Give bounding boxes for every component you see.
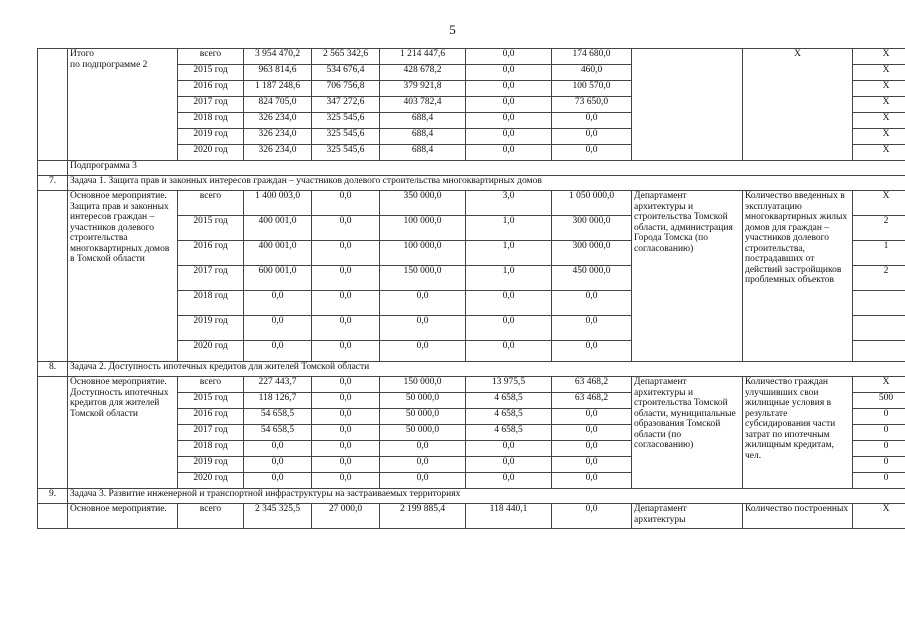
- value-cell: 13 975,5: [466, 377, 552, 393]
- year-cell: всего: [178, 191, 244, 216]
- value-cell: 0,0: [380, 341, 466, 362]
- page-number: 5: [449, 22, 456, 37]
- value-cell: 0,0: [312, 216, 380, 241]
- value-cell: 2 565 342,6: [312, 49, 380, 65]
- value-cell: 0,0: [552, 409, 632, 425]
- year-cell: 2015 год: [178, 393, 244, 409]
- value-cell: 0,0: [466, 129, 552, 145]
- year-cell: 2018 год: [178, 113, 244, 129]
- value-cell: 4 658,5: [466, 393, 552, 409]
- value-cell: 50 000,0: [380, 425, 466, 441]
- value-cell: 100 570,0: [552, 81, 632, 97]
- executor-cell: Департамент архитектуры и строительства Томской области, муниципальные образования Томской области (по согласованию): [632, 377, 743, 489]
- value-cell: 0,0: [466, 113, 552, 129]
- value-cell: 1 400 003,0: [244, 191, 312, 216]
- value-cell: 450 000,0: [552, 266, 632, 291]
- value-cell: 0,0: [312, 393, 380, 409]
- value-cell: 1 050 000,0: [552, 191, 632, 216]
- summary-label-line2: по подпрограмме 2: [70, 59, 148, 70]
- value-cell: 174 680,0: [552, 49, 632, 65]
- value-cell: 0,0: [312, 377, 380, 393]
- value-cell: 0,0: [312, 341, 380, 362]
- value-cell: 0,0: [552, 145, 632, 161]
- value-cell: 325 545,6: [312, 113, 380, 129]
- value-cell: 400 001,0: [244, 216, 312, 241]
- program-table: [37, 48, 905, 529]
- year-cell: 2020 год: [178, 473, 244, 489]
- target-value-cell: X: [853, 129, 905, 145]
- target-value-cell: X: [853, 113, 905, 129]
- value-cell: 0,0: [552, 291, 632, 316]
- value-cell: 600 001,0: [244, 266, 312, 291]
- value-cell: 0,0: [552, 425, 632, 441]
- target-value-cell: 2: [853, 216, 905, 241]
- year-cell: 2020 год: [178, 341, 244, 362]
- target-value-cell: X: [853, 191, 905, 216]
- value-cell: 534 676,4: [312, 65, 380, 81]
- value-cell: 3,0: [466, 191, 552, 216]
- value-cell: 0,0: [552, 504, 632, 529]
- activity-cell: Основное мероприятие. Доступность ипотечных кредитов для жителей Томской области: [68, 377, 178, 489]
- value-cell: 0,0: [552, 129, 632, 145]
- target-value-cell: X: [853, 65, 905, 81]
- task-title: Задача 1. Защита прав и законных интересов граждан – участников долевого строительства многоквартирных домов: [68, 176, 905, 191]
- value-cell: 4 658,5: [466, 409, 552, 425]
- target-value-cell: X: [853, 97, 905, 113]
- value-cell: 0,0: [466, 97, 552, 113]
- year-cell: 2016 год: [178, 241, 244, 266]
- value-cell: 0,0: [312, 241, 380, 266]
- value-cell: 2 199 885,4: [380, 504, 466, 529]
- value-cell: 63 468,2: [552, 377, 632, 393]
- value-cell: 963 814,6: [244, 65, 312, 81]
- value-cell: 0,0: [244, 291, 312, 316]
- task-number: 7.: [38, 176, 68, 191]
- value-cell: 326 234,0: [244, 129, 312, 145]
- task-number: 8.: [38, 362, 68, 377]
- value-cell: 0,0: [552, 441, 632, 457]
- value-cell: 150 000,0: [380, 266, 466, 291]
- year-cell: 2015 год: [178, 65, 244, 81]
- target-value-cell: [853, 316, 905, 341]
- value-cell: 73 650,0: [552, 97, 632, 113]
- value-cell: 4 658,5: [466, 425, 552, 441]
- table-row: [38, 489, 905, 504]
- value-cell: 325 545,6: [312, 129, 380, 145]
- value-cell: 63 468,2: [552, 393, 632, 409]
- value-cell: 0,0: [244, 473, 312, 489]
- value-cell: 706 756,8: [312, 81, 380, 97]
- value-cell: 824 705,0: [244, 97, 312, 113]
- value-cell: 326 234,0: [244, 113, 312, 129]
- table-row: [38, 504, 905, 529]
- value-cell: 0,0: [312, 473, 380, 489]
- value-cell: 379 921,8: [380, 81, 466, 97]
- value-cell: 0,0: [380, 457, 466, 473]
- value-cell: 325 545,6: [312, 145, 380, 161]
- year-cell: 2019 год: [178, 457, 244, 473]
- value-cell: 0,0: [312, 291, 380, 316]
- executor-cell: Департамент архитектуры и строительства Томской области, администрация Города Томска (по согласованию): [632, 191, 743, 362]
- target-value-cell: X: [853, 49, 905, 65]
- value-cell: 1 214 447,6: [380, 49, 466, 65]
- value-cell: 54 658,5: [244, 409, 312, 425]
- value-cell: 403 782,4: [380, 97, 466, 113]
- indicator-cell: X: [743, 49, 853, 161]
- target-value-cell: 1: [853, 241, 905, 266]
- target-value-cell: 500: [853, 393, 905, 409]
- row-number-cell: [38, 161, 68, 176]
- year-cell: 2015 год: [178, 216, 244, 241]
- value-cell: 3 954 470,2: [244, 49, 312, 65]
- value-cell: 300 000,0: [552, 241, 632, 266]
- target-value-cell: [853, 341, 905, 362]
- value-cell: 0,0: [312, 266, 380, 291]
- target-value-cell: X: [853, 145, 905, 161]
- value-cell: 1,0: [466, 216, 552, 241]
- value-cell: 1 187 248,6: [244, 81, 312, 97]
- year-cell: 2016 год: [178, 409, 244, 425]
- indicator-cell: Количество введенных в эксплуатацию многоквартирных жилых домов для граждан – участников долевого строительства, пострадавших от действий застройщиков проблемных объектов: [743, 191, 853, 362]
- executor-cell: Департамент архитектуры: [632, 504, 743, 529]
- value-cell: 0,0: [552, 113, 632, 129]
- value-cell: 0,0: [380, 441, 466, 457]
- value-cell: 50 000,0: [380, 393, 466, 409]
- value-cell: 0,0: [466, 145, 552, 161]
- indicator-cell: Количество построенных: [743, 504, 853, 529]
- value-cell: 0,0: [466, 457, 552, 473]
- value-cell: 0,0: [312, 409, 380, 425]
- target-value-cell: X: [853, 81, 905, 97]
- year-cell: 2017 год: [178, 425, 244, 441]
- value-cell: 0,0: [552, 457, 632, 473]
- value-cell: 300 000,0: [552, 216, 632, 241]
- value-cell: 0,0: [312, 457, 380, 473]
- value-cell: 100 000,0: [380, 216, 466, 241]
- value-cell: 27 000,0: [312, 504, 380, 529]
- row-number-cell: [38, 191, 68, 362]
- activity-cell: Основное мероприятие.: [68, 504, 178, 529]
- value-cell: 0,0: [312, 425, 380, 441]
- value-cell: 350 000,0: [380, 191, 466, 216]
- value-cell: 688,4: [380, 129, 466, 145]
- task-number: 9.: [38, 489, 68, 504]
- value-cell: 118 126,7: [244, 393, 312, 409]
- activity-cell: Основное мероприятие. Защита прав и законных интересов граждан – участников долевого строительства многоквартирных домов в Томской области: [68, 191, 178, 362]
- target-value-cell: X: [853, 377, 905, 393]
- task-title: Задача 3. Развитие инженерной и транспортной инфраструктуры на застраиваемых территориях: [68, 489, 905, 504]
- value-cell: 0,0: [380, 291, 466, 316]
- subprogram-title: Подпрограмма 3: [68, 161, 905, 176]
- year-cell: всего: [178, 49, 244, 65]
- value-cell: 428 678,2: [380, 65, 466, 81]
- task-title: Задача 2. Доступность ипотечных кредитов для жителей Томской области: [68, 362, 905, 377]
- value-cell: 100 000,0: [380, 241, 466, 266]
- value-cell: 0,0: [380, 473, 466, 489]
- table-row: [38, 377, 905, 393]
- target-value-cell: 0: [853, 409, 905, 425]
- value-cell: 0,0: [466, 441, 552, 457]
- year-cell: 2018 год: [178, 291, 244, 316]
- target-value-cell: 0: [853, 473, 905, 489]
- indicator-cell: Количество граждан улучшивших свои жилищные условия в результате субсидирования части затрат по ипотечным жилищным кредитам, чел.: [743, 377, 853, 489]
- target-value-cell: 0: [853, 425, 905, 441]
- summary-label-line1: Итого: [70, 49, 95, 59]
- value-cell: 0,0: [466, 341, 552, 362]
- value-cell: 0,0: [466, 316, 552, 341]
- value-cell: 0,0: [244, 316, 312, 341]
- table-row: [38, 161, 905, 176]
- value-cell: 0,0: [244, 457, 312, 473]
- value-cell: 400 001,0: [244, 241, 312, 266]
- value-cell: 0,0: [312, 316, 380, 341]
- year-cell: 2019 год: [178, 129, 244, 145]
- year-cell: всего: [178, 377, 244, 393]
- table-row: [38, 191, 905, 216]
- value-cell: 1,0: [466, 241, 552, 266]
- target-value-cell: 0: [853, 441, 905, 457]
- table-row: [38, 176, 905, 191]
- year-cell: 2017 год: [178, 97, 244, 113]
- executor-cell: [632, 49, 743, 161]
- value-cell: 118 440,1: [466, 504, 552, 529]
- row-number-cell: [38, 504, 68, 529]
- value-cell: 0,0: [380, 316, 466, 341]
- value-cell: 688,4: [380, 113, 466, 129]
- value-cell: 0,0: [466, 291, 552, 316]
- value-cell: 0,0: [552, 473, 632, 489]
- value-cell: 0,0: [552, 316, 632, 341]
- value-cell: 688,4: [380, 145, 466, 161]
- value-cell: 326 234,0: [244, 145, 312, 161]
- row-number-cell: [38, 377, 68, 489]
- year-cell: 2019 год: [178, 316, 244, 341]
- value-cell: 0,0: [244, 441, 312, 457]
- target-value-cell: [853, 291, 905, 316]
- value-cell: 0,0: [552, 341, 632, 362]
- value-cell: 0,0: [466, 65, 552, 81]
- year-cell: всего: [178, 504, 244, 529]
- table-row: [38, 362, 905, 377]
- year-cell: 2018 год: [178, 441, 244, 457]
- value-cell: 54 658,5: [244, 425, 312, 441]
- value-cell: 0,0: [244, 341, 312, 362]
- row-number-cell: [38, 49, 68, 161]
- value-cell: 1,0: [466, 266, 552, 291]
- year-cell: 2020 год: [178, 145, 244, 161]
- value-cell: 150 000,0: [380, 377, 466, 393]
- value-cell: 0,0: [312, 191, 380, 216]
- target-value-cell: 0: [853, 457, 905, 473]
- year-cell: 2017 год: [178, 266, 244, 291]
- target-value-cell: 2: [853, 266, 905, 291]
- value-cell: 0,0: [466, 49, 552, 65]
- value-cell: 2 345 325,5: [244, 504, 312, 529]
- summary-label: [68, 49, 178, 161]
- value-cell: 0,0: [466, 81, 552, 97]
- value-cell: 50 000,0: [380, 409, 466, 425]
- value-cell: 0,0: [466, 473, 552, 489]
- target-value-cell: X: [853, 504, 905, 529]
- value-cell: 347 272,6: [312, 97, 380, 113]
- year-cell: 2016 год: [178, 81, 244, 97]
- value-cell: 0,0: [312, 441, 380, 457]
- value-cell: 227 443,7: [244, 377, 312, 393]
- table-row: [38, 49, 905, 65]
- value-cell: 460,0: [552, 65, 632, 81]
